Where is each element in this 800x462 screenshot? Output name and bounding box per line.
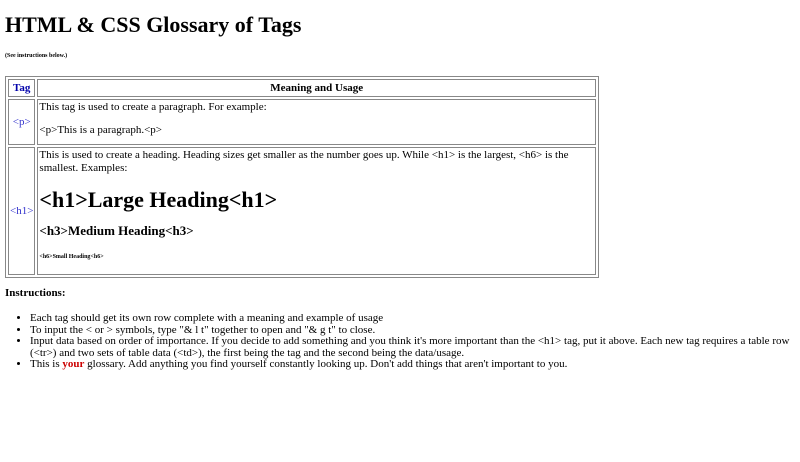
table-row	[8, 99, 596, 145]
text: This is	[30, 358, 63, 370]
usage-description: This tag is used to create a paragraph. For example:	[39, 101, 267, 113]
page-title: HTML & CSS Glossary of Tags	[5, 12, 302, 37]
table-row	[8, 147, 596, 275]
header-usage: Meaning and Usage	[37, 79, 596, 97]
text: glossary. Add anything you find yourself constantly looking up. Don't add things that aren't important to you.	[84, 358, 568, 370]
instructions-note: (See instructions below.)	[5, 53, 68, 59]
tag-cell: <p>	[8, 99, 35, 145]
table-header-row	[8, 79, 596, 97]
list-item	[30, 359, 795, 371]
list-item: • Input data based on order of importance. If you decide to add something and you think it's more important than the <h1> tag, put it above. Each new tag requires a table row (<tr>) and two sets of table data (<td>), the first being the tag and the second being the data/usage.	[30, 336, 795, 359]
example-h6: <h6>Small Heading<h6>	[39, 254, 104, 260]
instructions-heading: Instructions:	[5, 287, 66, 299]
list-item: • To input the < or > symbols, type "& l t" together to open and "& g t" to close.	[30, 325, 795, 337]
example-h1: <h1>Large Heading<h1>	[39, 187, 278, 212]
instructions-list	[5, 313, 795, 371]
usage-example: <p>This is a paragraph.<p>	[39, 124, 162, 136]
header-tag: Tag	[8, 79, 35, 97]
tag-cell: <h1>	[8, 147, 35, 275]
usage-cell	[37, 99, 596, 145]
usage-cell	[37, 147, 596, 275]
list-item: • Each tag should get its own row complete with a meaning and example of usage	[30, 313, 795, 325]
usage-description: This is used to create a heading. Heading sizes get smaller as the number goes up. While <h1> is the largest, <h6> is the smallest. Examples:	[39, 149, 569, 174]
emphasis-your: your	[62, 358, 85, 370]
example-h3: <h3>Medium Heading<h3>	[39, 223, 194, 238]
glossary-table	[5, 76, 599, 278]
